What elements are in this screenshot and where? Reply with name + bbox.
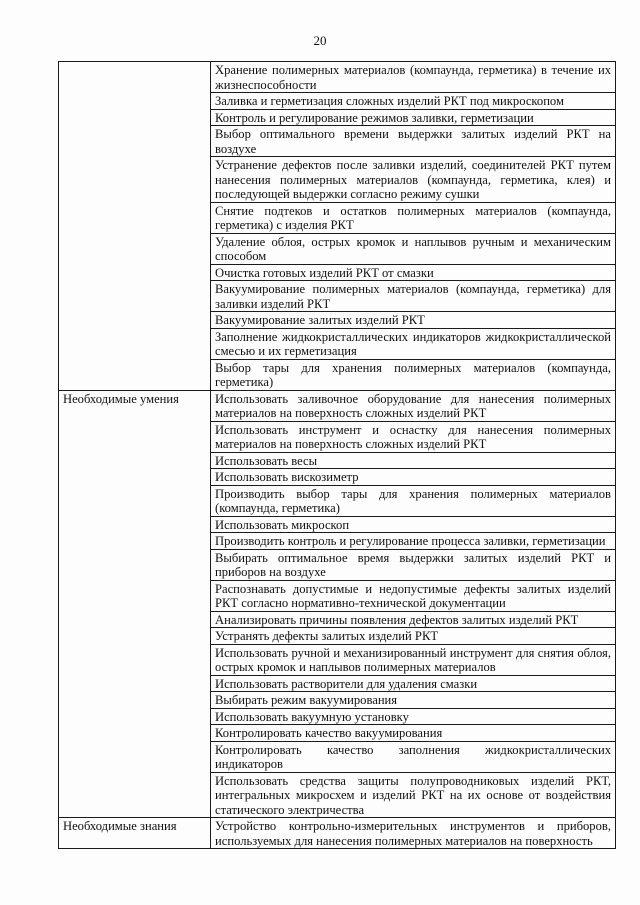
knowledge-label: Необходимые знания — [59, 818, 211, 849]
requirement-cell: Заливка и герметизация сложных изделий РКТ под микроскопом — [211, 93, 616, 110]
requirement-cell: Контроль и регулирование режимов заливки, герметизации — [211, 109, 616, 126]
requirement-cell: Удаление облоя, острых кромок и наплывов ручным и механическим способом — [211, 233, 616, 264]
table-row — [59, 62, 616, 93]
knowledge-cell: Устройство контрольно-измерительных инструментов и приборов, используемых для нанесения полимерных материалов на поверхность — [211, 818, 616, 849]
skill-cell: Производить выбор тары для хранения полимерных материалов (компаунда, герметика) — [211, 485, 616, 516]
skill-cell: Использовать вакуумную установку — [211, 708, 616, 725]
requirement-cell: Вакуумирование залитых изделий РКТ — [211, 312, 616, 329]
requirement-cell: Вакуумирование полимерных материалов (компаунда, герметика) для заливки изделий РКТ — [211, 281, 616, 312]
skill-cell: Использовать ручной и механизированный инструмент для снятия облоя, острых кромок и наплывов полимерных материалов — [211, 644, 616, 675]
skill-cell: Использовать растворители для удаления смазки — [211, 675, 616, 692]
skill-cell: Использовать микроскоп — [211, 516, 616, 533]
requirement-cell: Выбор тары для хранения полимерных материалов (компаунда, герметика) — [211, 359, 616, 390]
skill-cell: Производить контроль и регулирование процесса заливки, герметизации — [211, 533, 616, 550]
page-number: 20 — [313, 33, 327, 48]
skill-cell: Выбирать режим вакуумирования — [211, 692, 616, 709]
skill-cell: Контролировать качество вакуумирования — [211, 725, 616, 742]
skill-cell: Использовать инструмент и оснастку для нанесения полимерных материалов на поверхность сложных изделий РКТ — [211, 421, 616, 452]
table-row — [59, 818, 616, 849]
skill-cell: Использовать вискозиметр — [211, 469, 616, 486]
skill-cell: Использовать весы — [211, 452, 616, 469]
skill-cell: Выбирать оптимальное время выдержки залитых изделий РКТ и приборов на воздухе — [211, 549, 616, 580]
requirement-cell: Выбор оптимального времени выдержки залитых изделий РКТ на воздухе — [211, 126, 616, 157]
skills-label: Необходимые умения — [59, 390, 211, 818]
requirements-table — [58, 61, 616, 849]
requirement-cell: Очистка готовых изделий РКТ от смазки — [211, 264, 616, 281]
skill-cell: Распознавать допустимые и недопустимые дефекты залитых изделий РКТ согласно нормативно-технической документации — [211, 580, 616, 611]
requirement-cell: Снятие подтеков и остатков полимерных материалов (компаунда, герметика) с изделия РКТ — [211, 202, 616, 233]
skill-cell: Устранять дефекты залитых изделий РКТ — [211, 628, 616, 645]
requirement-cell: Заполнение жидкокристаллических индикаторов жидкокристаллической смесью и их герметизация — [211, 328, 616, 359]
table-row — [59, 390, 616, 421]
requirement-cell: Устранение дефектов после заливки изделий, соединителей РКТ путем нанесения полимерных материалов (компаунда, герметика, клея) и последующей выдержки согласно режиму сушки — [211, 157, 616, 203]
skill-cell: Использовать средства защиты полупроводниковых изделий РКТ, интегральных микросхем и изделий РКТ на их основе от воздействия статического электричества — [211, 772, 616, 818]
skill-cell: Контролировать качество заполнения жидкокристаллических индикаторов — [211, 741, 616, 772]
requirement-cell: Хранение полимерных материалов (компаунда, герметика) в течение их жизнеспособности — [211, 62, 616, 93]
skill-cell: Использовать заливочное оборудование для нанесения полимерных материалов на поверхность сложных изделий РКТ — [211, 390, 616, 421]
skill-cell: Анализировать причины появления дефектов залитых изделий РКТ — [211, 611, 616, 628]
category-cell-continued — [59, 62, 211, 391]
